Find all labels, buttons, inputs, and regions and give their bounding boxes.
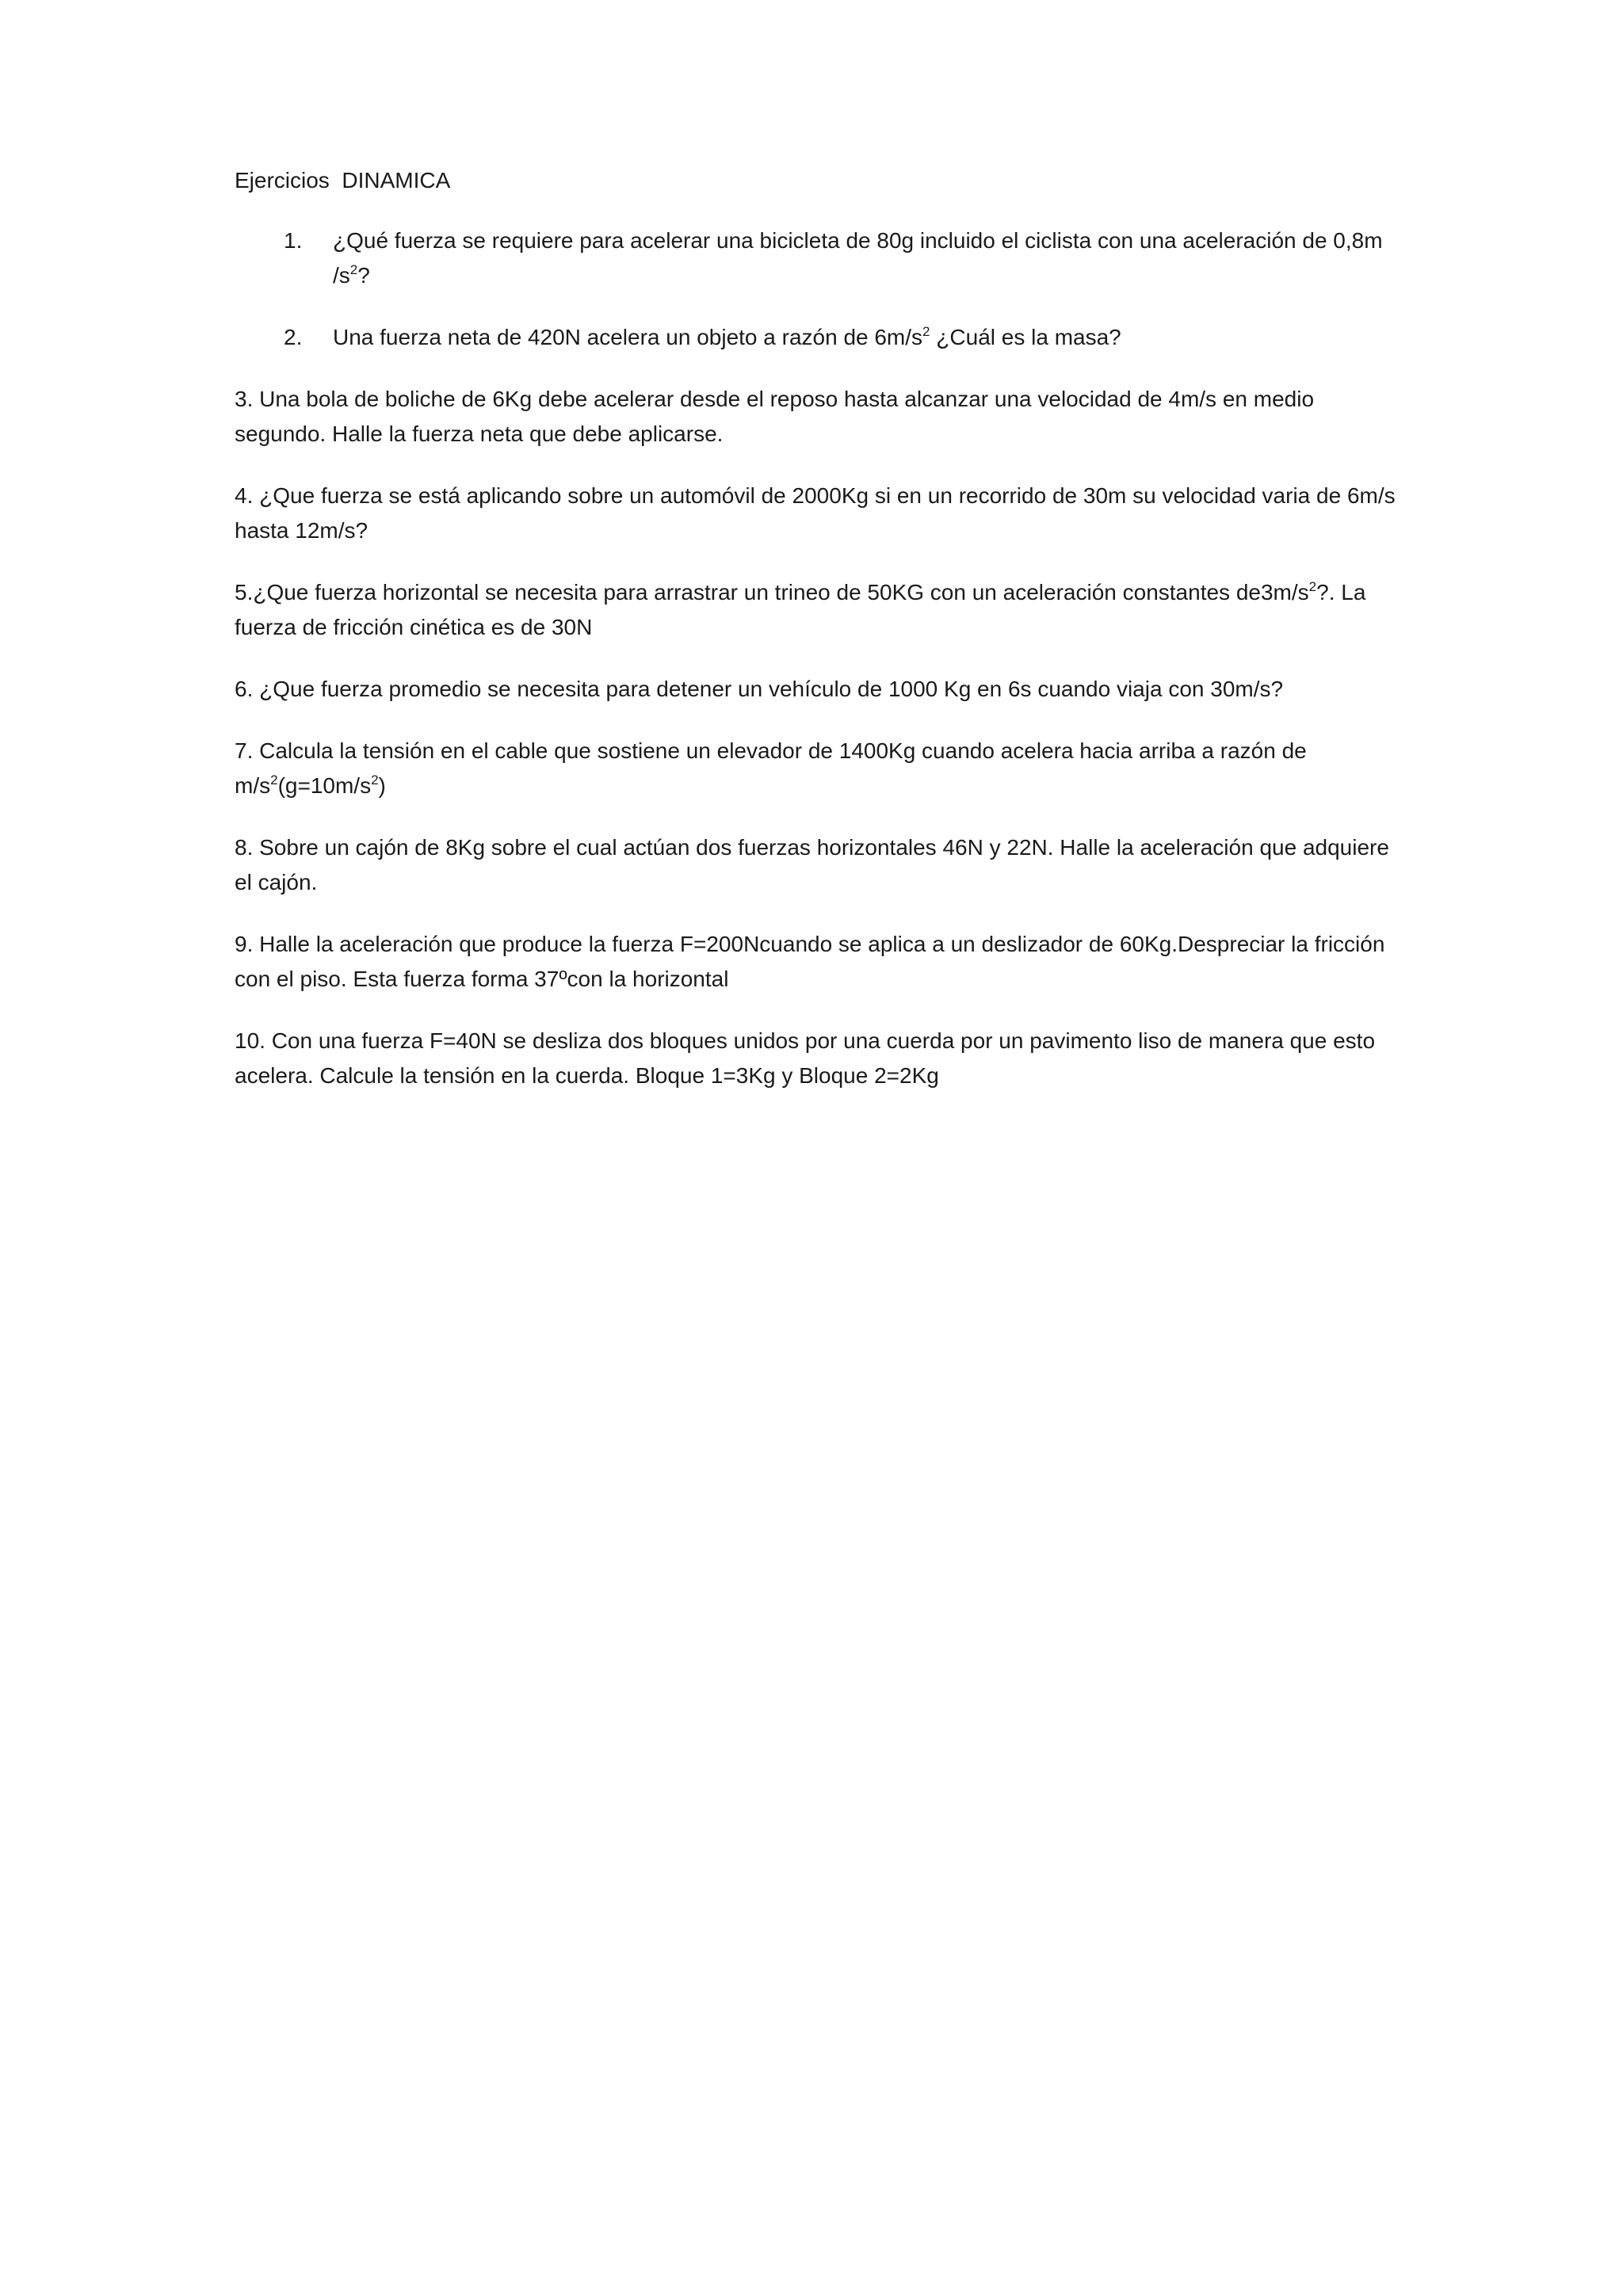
exercise-6: 6. ¿Que fuerza promedio se necesita para detener un vehículo de 1000 Kg en 6s cuando viaja con 30m/s? [235, 677, 1284, 701]
exercise-text-end: ?. La fuerza de fricción cinética es de 30N [235, 580, 1366, 639]
exercise-2 [235, 320, 1400, 355]
exercise-7 [235, 734, 1400, 803]
exercise-text: 7. Calcula la tensión en el cable que sostiene un elevador de 1400Kg cuando acelera hacia arriba a razón de m/s [235, 738, 1307, 798]
exercise-number: 2. [284, 325, 303, 349]
exercise-5 [235, 575, 1400, 645]
exercise-number: 1. [284, 228, 303, 253]
exercise-1 [235, 223, 1400, 293]
document-title: Ejercicios DINAMICA [235, 168, 451, 193]
exercise-text-end: ) [378, 773, 386, 798]
exercise-4: 4. ¿Que fuerza se está aplicando sobre un automóvil de 2000Kg si en un recorrido de 30m su velocidad varia de 6m/s hasta 12m/s? [235, 483, 1396, 543]
exercise-3: 3. Una bola de boliche de 6Kg debe acelerar desde el reposo hasta alcanzar una velocidad de 4m/s en medio segundo. Halle la fuerza neta que debe aplicarse. [235, 387, 1315, 446]
exercise-text-end: ¿Cuál es la masa? [930, 325, 1121, 349]
exercise-text: ¿Qué fuerza se requiere para acelerar una bicicleta de 80g incluido el ciclista con una aceleración de 0,8m /s [333, 228, 1383, 288]
exercise-text: Una fuerza neta de 420N acelera un objeto a razón de 6m/s [333, 325, 923, 349]
superscript: 2 [371, 772, 379, 788]
document-body [235, 163, 1400, 1120]
numbered-exercise-list [235, 223, 1400, 355]
exercise-text-end: ? [357, 263, 370, 288]
superscript: 2 [270, 772, 278, 788]
exercise-8: 8. Sobre un cajón de 8Kg sobre el cual actúan dos fuerzas horizontales 46N y 22N. Halle la aceleración que adquiere el cajón. [235, 835, 1389, 894]
exercise-10: 10. Con una fuerza F=40N se desliza dos bloques unidos por una cuerda por un pavimento liso de manera que esto acelera. Calcule la tensión en la cuerda. Bloque 1=3Kg y Bloque 2=2Kg [235, 1028, 1376, 1088]
exercise-text-mid: (g=10m/s [277, 773, 372, 798]
exercise-text: 5.¿Que fuerza horizontal se necesita para arrastrar un trineo de 50KG con un aceleración constantes de3m/s [235, 580, 1309, 605]
superscript: 2 [349, 262, 358, 277]
superscript: 2 [922, 324, 930, 339]
exercise-9: 9. Halle la aceleración que produce la fuerza F=200Ncuando se aplica a un deslizador de 60Kg.Despreciar la fricción con el piso. Esta fuerza forma 37ºcon la horizontal [235, 932, 1385, 991]
superscript: 2 [1308, 579, 1317, 594]
